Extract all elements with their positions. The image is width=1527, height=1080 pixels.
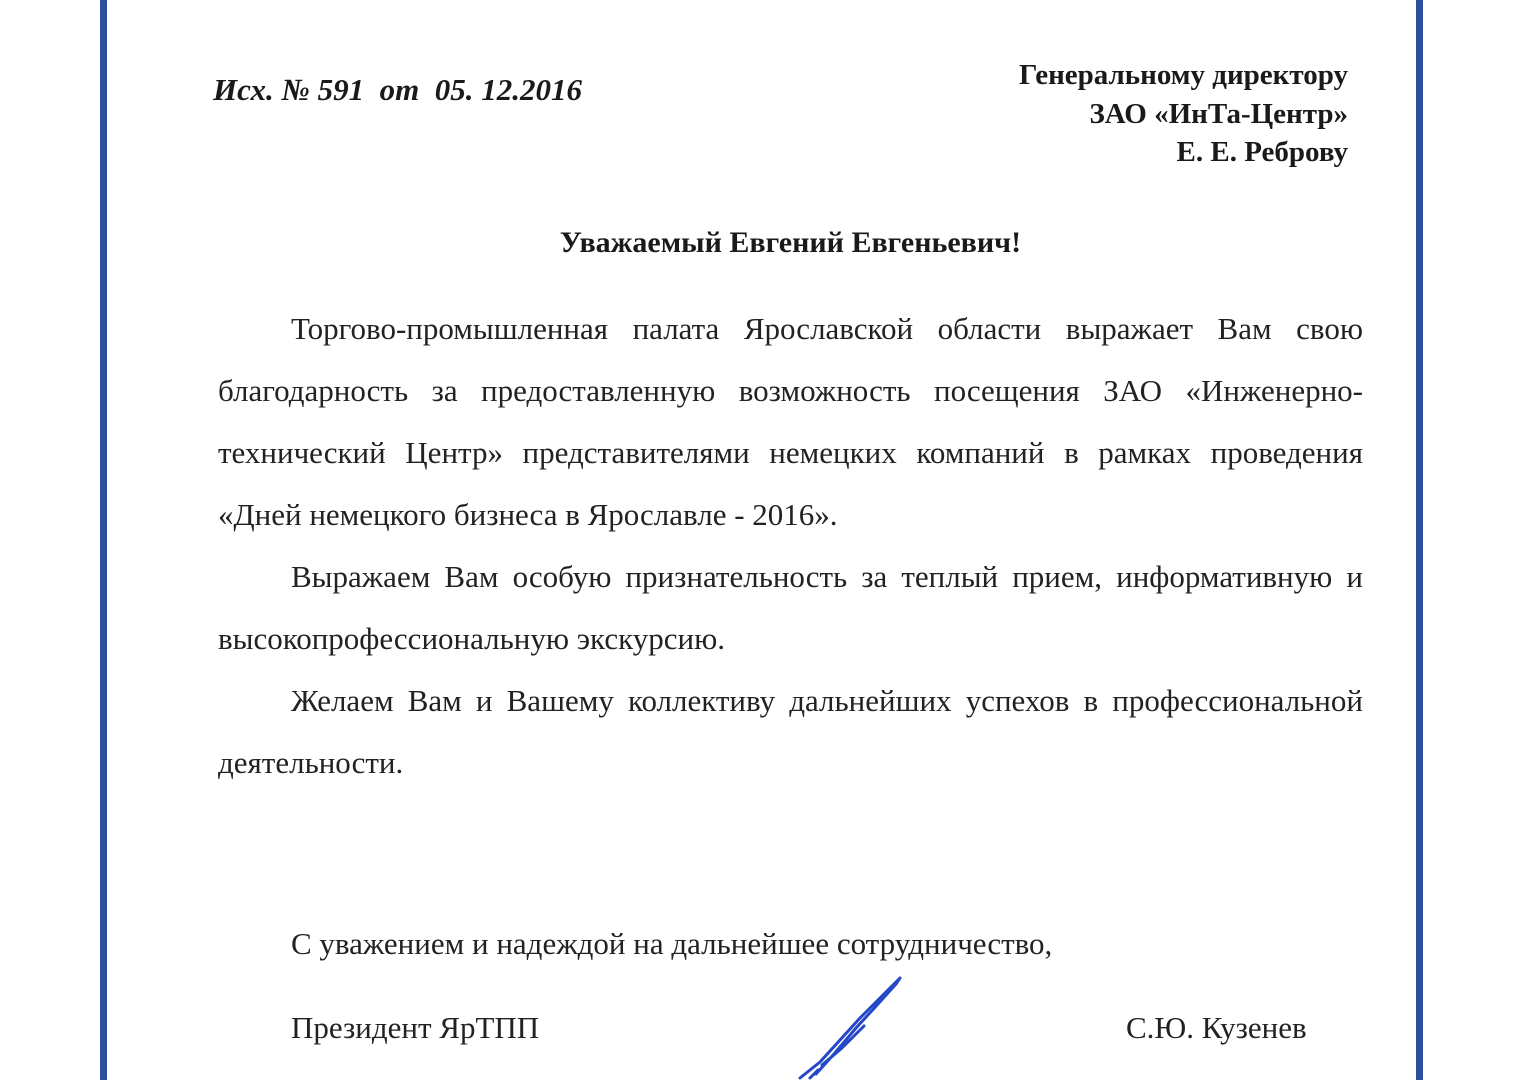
recipient-name: Е. Е. Реброву — [1176, 136, 1348, 168]
body-paragraph-thanks: Торгово-промышленная палата Ярославской области выражает Вам свою благодарность за предоставленную возможность посещения ЗАО «Инженерно-технический Центр» представителями немецких компаний в рамках проведения «Дней немецкого бизнеса в Ярославле - 2016». — [218, 311, 1363, 532]
recipient-block — [1019, 56, 1348, 172]
page-frame-right — [1416, 0, 1423, 1080]
signatory-name: С.Ю. Кузенев — [1126, 1010, 1307, 1045]
letter-body — [218, 298, 1363, 794]
closing-line: С уважением и надеждой на дальнейшее сотрудничество, — [291, 926, 1053, 961]
signatory-position: Президент ЯрТПП — [291, 1010, 540, 1045]
body-paragraph-gratitude: Выражаем Вам особую признательность за теплый прием, информативную и высокопрофессиональную экскурсию. — [218, 559, 1363, 656]
body-paragraph-wishes: Желаем Вам и Вашему коллективу дальнейших успехов в профессиональной деятельности. — [218, 683, 1363, 780]
recipient-company: ЗАО «ИнТа-Центр» — [1089, 97, 1348, 130]
outgoing-number: Исх. № 591 от 05. 12.2016 — [213, 72, 582, 107]
page-frame-left — [100, 0, 107, 1080]
recipient-title: Генеральному директору — [1018, 59, 1348, 91]
handwritten-signature — [760, 970, 930, 1080]
salutation: Уважаемый Евгений Евгеньевич! — [559, 226, 1022, 259]
